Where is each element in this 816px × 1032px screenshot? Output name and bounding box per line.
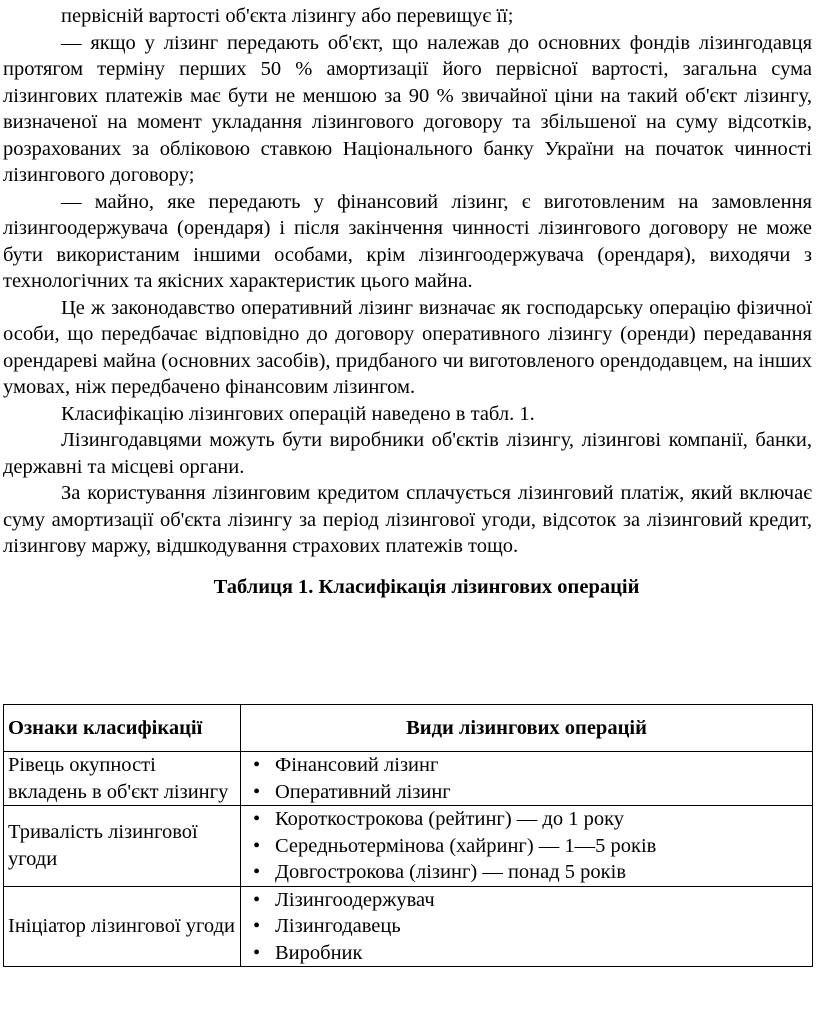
criterion-cell: Тривалість лізингової угоди xyxy=(4,806,241,887)
classification-table xyxy=(3,704,813,967)
table-row xyxy=(4,806,813,887)
list-item: • Лізингодавець xyxy=(245,913,808,940)
table-row xyxy=(4,752,813,806)
criterion-cell: Ініціатор лізингової угоди xyxy=(4,886,241,967)
paragraph-condition-depreciation: — якщо у лізинг передають об'єкт, що належав до основних фондів лізингодавця протягом терміну перших 50 % амортизації його первісної вартості, загальна сума лізингових платежів має бути не меншою за 90 % звичайної ціни на такий об'єкт лізингу, визначеної на момент укладання лізингового договору та збільшеної на суму відсотків, розрахованих за обліковою ставкою Національного банку України на початок чинності лізингового договору; xyxy=(3,31,812,186)
table-header-row xyxy=(4,705,813,752)
header-types: Види лізингових операцій xyxy=(241,705,813,752)
list-item: • Середньотермінова (хайринг) — 1—5 років xyxy=(245,833,808,860)
list-item: • Фінансовий лізинг xyxy=(245,752,808,779)
header-criterion: Ознаки класифікації xyxy=(4,705,241,752)
types-cell xyxy=(241,886,813,967)
types-cell xyxy=(241,806,813,887)
paragraph-operative-leasing: Це ж законодавство оперативний лізинг визначає як господарську операцію фізичної особи, що передбачає відповідно до договору оперативного лізингу (оренди) передавання орендареві майна (основних засобів), придбаного чи виготовленого орендодавцем, на інших умовах, ніж передбачено фінансовим лізингом. xyxy=(3,296,812,398)
list-item: • Виробник xyxy=(245,940,808,967)
table-row xyxy=(4,886,813,967)
paragraph-continuation: первісній вартості об'єкта лізингу або перевищує її; xyxy=(61,5,514,27)
list-item: • Лізингоодержувач xyxy=(245,887,808,914)
list-item: • Короткострокова (рейтинг) — до 1 року xyxy=(245,806,808,833)
types-list xyxy=(245,752,808,805)
types-list xyxy=(245,806,808,886)
document-page xyxy=(3,3,812,600)
paragraph-classification-ref: Класифікацію лізингових операцій наведено в табл. 1. xyxy=(61,402,535,425)
types-cell xyxy=(241,752,813,806)
criterion-cell: Рівець окупності вкладень в об'єкт лізингу xyxy=(4,752,241,806)
paragraph-leasing-payment: За користування лізинговим кредитом сплачується лізинговий платіж, який включає суму амортизації об'єкта лізингу за період лізингової угоди, відсоток за лізинговий кредит, лізингову маржу, відшкодування страхових платежів тощо. xyxy=(3,482,812,557)
paragraph-condition-custom-made: — майно, яке передають у фінансовий лізинг, є виготовленим на замовлення лізингоодержувача (орендаря) і після закінчення чинності лізингового договору не може бути використаним іншими особами, крім лізингоодержувача (орендаря), виходячи з технологічних та якісних характеристик цього майна. xyxy=(3,190,812,292)
types-list xyxy=(245,887,808,967)
paragraph-lessors: Лізингодавцями можуть бути виробники об'єктів лізингу, лізингові компанії, банки, державні та місцеві органи. xyxy=(3,429,812,478)
list-item: • Оперативний лізинг xyxy=(245,779,808,806)
table-caption: Таблиця 1. Класифікація лізингових операцій xyxy=(213,575,640,598)
list-item: • Довгострокова (лізинг) — понад 5 років xyxy=(245,859,808,886)
